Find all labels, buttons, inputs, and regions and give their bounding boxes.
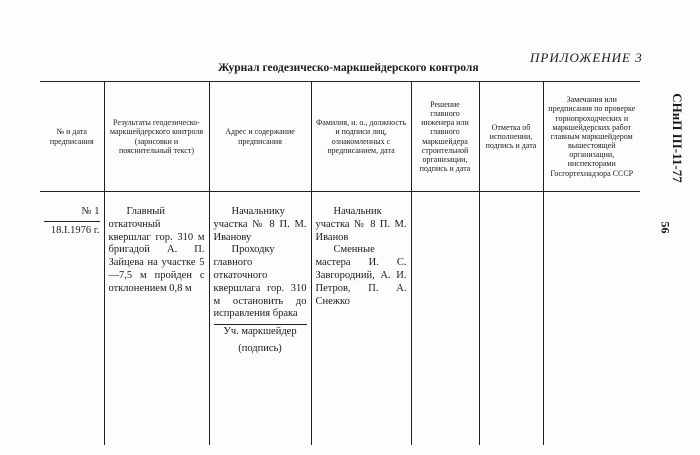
acquainted-head: Начальник участка № 8 П. М. Иванов — [315, 206, 407, 243]
standard-code: СНиП III-11-77 — [670, 93, 685, 183]
table-row — [40, 192, 640, 446]
address-to: Начальнику участка № 8 П. М. Иванову — [213, 206, 307, 243]
page-number: 56 — [658, 221, 673, 234]
header-execution: Отметка об исполнении, подпись и дата — [479, 82, 543, 192]
cell-acquainted — [311, 192, 411, 446]
acquainted-masters: Сменные мастера И. С. Завгородний, А. И. Петров, П. А. Снежко — [315, 244, 407, 307]
header-acquainted: Фамилия, и. о., должность и подписи лиц, ознакомленных с предписанием, дата — [311, 82, 411, 192]
journal-table — [40, 81, 640, 445]
document-title: Журнал геодезическо-маркшейдерского контроля — [218, 62, 479, 74]
cell-execution — [479, 192, 543, 446]
header-row — [40, 82, 640, 192]
header-remarks: Замечания или предписания по проверке горнопроходческих и маркшейдерских работ главным маркшейдером вышестоящей организации, инспекторами Госгортехнадзора СССР — [543, 82, 640, 192]
header-results: Результаты геодезическо-маркшейдерского контроля (зарисовки и пояснительный текст) — [104, 82, 209, 192]
prescription-number: № 1 — [44, 206, 100, 222]
prescription-date: 18.I.1976 г. — [50, 224, 100, 236]
cell-result: Главный откаточный квершлаг гор. 310 м бригадой А. П. Зайцева на участке 5—7,5 м пройден с отклонением 0,8 м — [104, 192, 209, 446]
cell-number-date — [40, 192, 104, 446]
header-decision: Решение главного инженера или главного маркшейдера строительной организации, подпись и дата — [411, 82, 479, 192]
appendix-label: ПРИЛОЖЕНИЕ 3 — [530, 50, 643, 65]
side-margin — [651, 30, 691, 430]
instruction-text: Проходку главного откаточного квершлага гор. 310 м остановить до исправления брака — [213, 244, 307, 320]
header-number-date: № и дата предписания — [40, 82, 104, 192]
signer-title: Уч. маркшейдер — [214, 324, 307, 339]
signature-placeholder: (подпись) — [238, 342, 282, 354]
cell-remarks — [543, 192, 640, 446]
cell-address — [209, 192, 311, 446]
cell-decision — [411, 192, 479, 446]
header-address: Адрес и содержание предписания — [209, 82, 311, 192]
